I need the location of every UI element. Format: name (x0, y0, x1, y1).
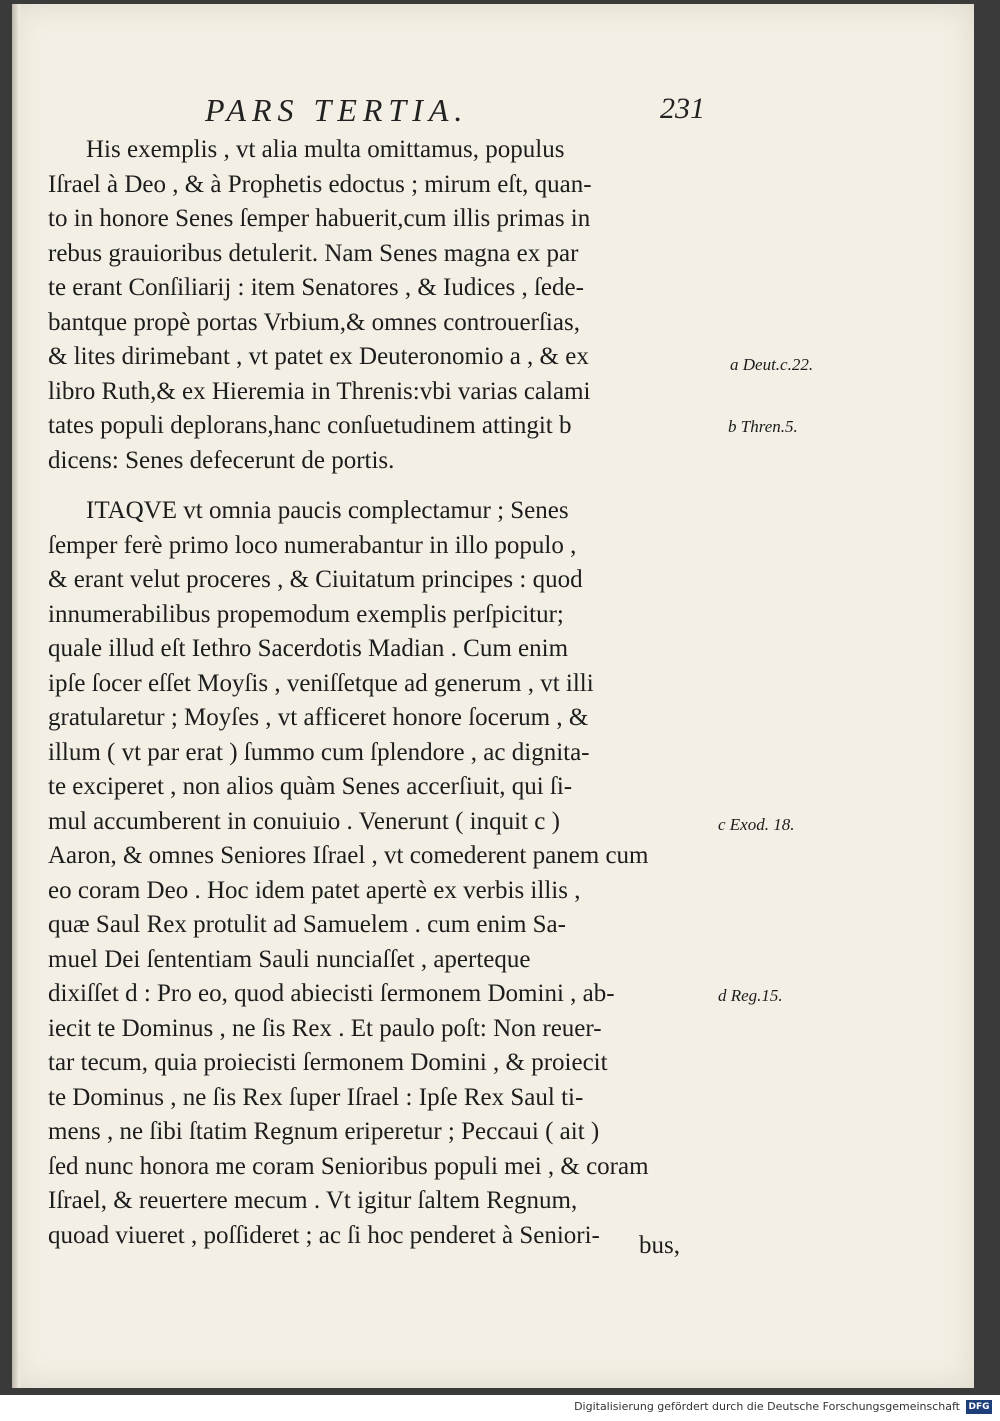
text-line: quoad viueret , poſſideret ; ac ſi hoc penderet à Seniori- (48, 1221, 600, 1249)
dfg-logo: DFG (966, 1400, 992, 1414)
marginal-note-c: c Exod. 18. (718, 815, 795, 834)
text-line: ſemper ferè primo loco numerabantur in illo populo , (48, 531, 577, 559)
running-head: PARS TERTIA. (205, 92, 469, 128)
marginal-note-b: b Thren.5. (728, 417, 798, 436)
text-line: tates populi deplorans,hanc conſuetudinem attingit b (48, 412, 572, 439)
text-line: te exciperet , non alios quàm Senes accerſiuit, qui ſi- (48, 773, 573, 800)
text-line: quale illud eſt Iethro Sacerdotis Madian . Cum enim (48, 635, 569, 662)
text-line: gratularetur ; Moyſes , vt afficeret honore ſocerum , & (48, 704, 589, 731)
text-line: His exemplis , vt alia multa omittamus, populus (86, 136, 565, 163)
text-line: ſed nunc honora me coram Senioribus populi mei , & coram (48, 1152, 649, 1180)
text-line: quæ Saul Rex protulit ad Samuelem . cum enim Sa- (48, 911, 566, 938)
marginal-note-d: d Reg.15. (718, 986, 783, 1005)
footer-credit: Digitalisierung gefördert durch die Deutsche Forschungsgemeinschaft (574, 1400, 960, 1413)
text-line: rebus grauioribus detulerit. Nam Senes magna ex par (48, 239, 579, 267)
text-line: mul accumberent in conuiuio . Venerunt ( inquit c ) (48, 807, 560, 835)
page-edge-shadow (12, 4, 20, 1388)
page-number: 231 (660, 92, 705, 125)
text-line: bantque propè portas Vrbium,& omnes controuerſias, (48, 308, 580, 336)
text-line: mens , ne ſibi ſtatim Regnum eriperetur ; Peccaui ( ait ) (48, 1118, 600, 1145)
text-line: illum ( vt par erat ) ſummo cum ſplendore , ac dignita- (48, 738, 590, 766)
text-line: ipſe ſocer eſſet Moyſis , veniſſetque ad generum , vt illi (48, 669, 594, 697)
marginal-note-a: a Deut.c.22. (730, 355, 814, 374)
paragraph-1 (48, 133, 728, 478)
text-line: dicens: Senes defecerunt de portis. (48, 446, 395, 474)
text-line: & erant velut proceres , & Ciuitatum principes : quod (48, 566, 583, 593)
text-line: muel Dei ſententiam Sauli nunciaſſet , aperteque (48, 945, 531, 973)
catchword: bus, (639, 1232, 680, 1259)
paragraph-2 (48, 494, 728, 1253)
text-line: te erant Conſiliarij : item Senatores , & Iudices , ſede- (48, 274, 584, 301)
text-line: Iſrael à Deo , & à Prophetis edoctus ; mirum eſt, quan- (48, 170, 592, 198)
text-line: tar tecum, quia proiecisti ſermonem Domini , & proiecit (48, 1049, 608, 1076)
text-line: innumerabilibus propemodum exemplis perſpicitur; (48, 600, 564, 628)
text-line: te Dominus , ne ſis Rex ſuper Iſrael : Ipſe Rex Saul ti- (48, 1083, 584, 1111)
text-line: Iſrael, & reuertere mecum . Vt igitur ſaltem Regnum, (48, 1187, 578, 1214)
text-line: & lites dirimebant , vt patet ex Deuteronomio a , & ex (48, 343, 589, 370)
text-line: ITAQVE vt omnia paucis complectamur ; Senes (86, 497, 569, 524)
text-line: eo coram Deo . Hoc idem patet apertè ex verbis illis , (48, 876, 581, 904)
digitization-footer (0, 1395, 1000, 1421)
text-line: libro Ruth,& ex Hieremia in Threnis:vbi varias calami (48, 377, 591, 405)
text-line: iecit te Dominus , ne ſis Rex . Et paulo poſt: Non reuer- (48, 1014, 602, 1042)
text-line: dixiſſet d : Pro eo, quod abiecisti ſermonem Domini , ab- (48, 980, 615, 1007)
text-line: Aaron, & omnes Seniores Iſrael , vt comederent panem cum (48, 842, 649, 869)
text-line: to in honore Senes ſemper habuerit,cum illis primas in (48, 205, 591, 232)
page-header (205, 92, 705, 136)
